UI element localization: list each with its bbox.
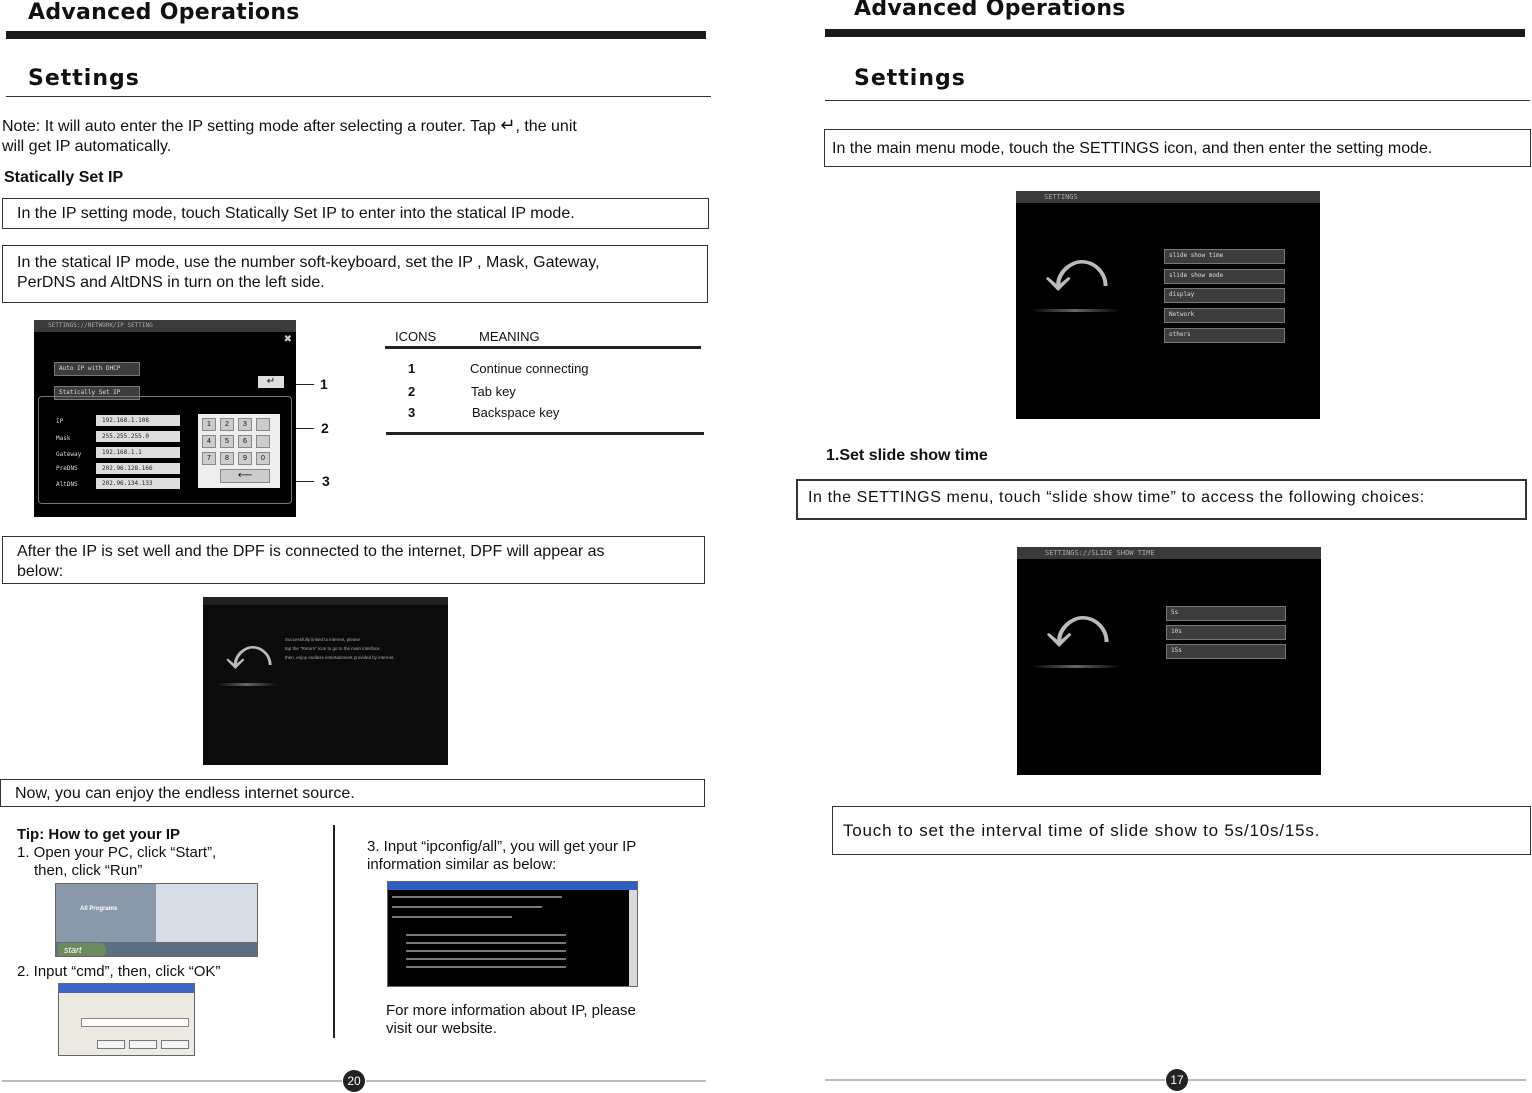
instruction-box-3-line1: After the IP is set well and the DPF is connected to the internet, DPF will appear as <box>17 543 605 560</box>
soft-keyboard <box>198 414 280 488</box>
table-row-icon-3: 3 <box>408 405 416 420</box>
start-menu-screenshot <box>55 883 258 957</box>
cmd-text-line <box>392 896 562 898</box>
return-icon-shadow <box>1031 665 1121 668</box>
instruction-box-3 <box>2 536 705 584</box>
right-instruction-box-1-text: In the main menu mode, touch the SETTINGS icon, and then enter the setting mode. <box>832 140 1433 157</box>
key-5[interactable]: 5 <box>220 435 234 448</box>
slide-show-time-screen <box>1017 547 1321 775</box>
right-footer-line <box>1188 1079 1526 1081</box>
cmd-text-line <box>406 950 566 952</box>
run-cancel-button[interactable] <box>129 1040 157 1049</box>
table-header-meaning: MEANING <box>479 329 540 344</box>
continue-connecting-icon[interactable]: ↵ <box>258 376 284 388</box>
ip-field[interactable]: 192.168.1.108 <box>96 415 180 426</box>
predns-field[interactable]: 202.96.128.166 <box>96 463 180 474</box>
connected-message <box>285 635 395 662</box>
run-dialog-titlebar <box>59 984 195 993</box>
right-header-title: Advanced Operations <box>854 0 1126 21</box>
return-icon[interactable]: ⤺ <box>1044 237 1109 304</box>
return-icon-shadow <box>1030 309 1120 312</box>
left-footer-line <box>2 1080 342 1082</box>
table-row-meaning-1: Continue connecting <box>470 361 589 376</box>
connected-screen-titlebar <box>203 597 448 605</box>
connected-line-2: tap the "Return" icon to go to the main interface, <box>285 646 381 651</box>
connected-line-1: Successfully linked to internet, please <box>285 637 361 642</box>
close-icon[interactable]: ✖ <box>283 334 292 345</box>
cmd-scrollbar[interactable] <box>629 890 637 987</box>
return-icon[interactable]: ⤺ <box>1045 593 1110 660</box>
left-footer-line <box>366 1080 706 1082</box>
callout-line-3 <box>296 481 314 482</box>
connected-line-3: then, enjoy endless entertainment provided by internet. <box>285 655 395 660</box>
callout-number-1: 1 <box>320 376 328 392</box>
option-10s[interactable]: 10s <box>1166 625 1286 640</box>
mask-field[interactable]: 255.255.255.0 <box>96 431 180 442</box>
right-instruction-box-1 <box>824 129 1531 167</box>
menu-network[interactable]: Network <box>1164 308 1285 323</box>
altdns-label: AltDNS <box>56 481 78 488</box>
right-section-title: Settings <box>854 66 966 91</box>
instruction-box-1-text: In the IP setting mode, touch Statically Set IP to enter into the statical IP mode. <box>17 205 575 222</box>
left-page-number: 20 <box>343 1070 365 1092</box>
slide-screen-title: SETTINGS://SLIDE SHOW TIME <box>1017 547 1321 559</box>
key-3[interactable]: 3 <box>238 418 252 431</box>
ip-label: IP <box>56 418 64 425</box>
tip-step3-line2: information similar as below: <box>367 856 557 873</box>
instruction-box-4-text: Now, you can enjoy the endless internet source. <box>15 785 355 802</box>
gateway-field[interactable]: 192.168.1.1 <box>96 447 180 458</box>
cmd-text-line <box>406 942 566 944</box>
key-0[interactable]: 0 <box>256 452 270 465</box>
menu-others[interactable]: others <box>1164 328 1285 343</box>
key-7[interactable]: 7 <box>202 452 216 465</box>
run-dialog-screenshot <box>58 983 195 1056</box>
tip-heading: Tip: How to get your IP <box>17 826 181 843</box>
ip-screen-title: SETTINGS://NETWORK/IP SETTING <box>34 320 296 332</box>
note-line1-end: , the unit <box>515 118 577 135</box>
right-instruction-box-2-text: In the SETTINGS menu, touch “slide show time” to access the following choices: <box>808 489 1425 506</box>
key-4[interactable]: 4 <box>202 435 216 448</box>
instruction-box-2-line2: PerDNS and AltDNS in turn on the left side. <box>17 274 325 291</box>
left-header-rule <box>6 31 706 39</box>
right-instruction-box-3 <box>832 806 1531 855</box>
more-info-text <box>386 1002 636 1038</box>
enter-icon: ↵ <box>500 115 516 135</box>
tip-step1-line1: 1. Open your PC, click “Start”, <box>17 844 217 861</box>
cmd-text-line <box>392 916 512 918</box>
table-row-icon-1: 1 <box>408 361 416 376</box>
table-header-icons: ICONS <box>395 329 437 344</box>
key-6[interactable]: 6 <box>238 435 252 448</box>
run-input[interactable] <box>81 1018 189 1027</box>
right-section-rule <box>825 100 1530 101</box>
tab-key[interactable] <box>256 418 270 431</box>
start-menu-left-pane <box>56 884 156 942</box>
statically-heading: Statically Set IP <box>4 169 124 186</box>
option-15s[interactable]: 15s <box>1166 644 1286 659</box>
tip-step3-line1: 3. Input “ipconfig/all”, you will get your IP <box>367 838 637 855</box>
note-line2: will get IP automatically. <box>2 138 172 155</box>
table-row-meaning-3: Backspace key <box>472 405 560 420</box>
key-9[interactable]: 9 <box>238 452 252 465</box>
left-section-rule <box>6 96 711 97</box>
table-top-rule <box>385 346 701 349</box>
callout-number-2: 2 <box>321 420 329 436</box>
instruction-box-2-line1: In the statical IP mode, use the number soft-keyboard, set the IP , Mask, Gateway, <box>17 254 600 271</box>
auto-ip-button[interactable]: Auto IP with DHCP <box>54 362 140 376</box>
command-prompt-screenshot <box>387 881 638 987</box>
more-info-line2: visit our website. <box>386 1020 497 1037</box>
callout-number-3: 3 <box>322 473 330 489</box>
tip-step1-line2: then, click “Run” <box>34 862 143 879</box>
ip-setting-screen <box>34 320 296 517</box>
instruction-box-2 <box>2 245 708 303</box>
tip-column-divider <box>333 825 335 1038</box>
all-programs-item[interactable]: All Programs <box>80 906 118 912</box>
right-instruction-box-2 <box>796 479 1527 520</box>
menu-slide-show-time[interactable]: slide show time <box>1164 249 1285 264</box>
cmd-text-line <box>406 958 566 960</box>
right-page-number: 17 <box>1166 1069 1188 1091</box>
instruction-box-1 <box>2 198 709 229</box>
table-row-meaning-2: Tab key <box>471 384 516 399</box>
instruction-box-4 <box>0 779 705 807</box>
key-dot[interactable] <box>256 435 270 448</box>
subsection-title: 1.Set slide show time <box>826 447 988 464</box>
note-line1: Note: It will auto enter the IP setting mode after selecting a router. Tap <box>2 118 501 135</box>
return-icon[interactable]: ⤺ <box>225 630 273 679</box>
key-1[interactable]: 1 <box>202 418 216 431</box>
callout-line-2 <box>296 428 314 429</box>
tip-column-right <box>367 838 697 874</box>
menu-display[interactable]: display <box>1164 288 1285 303</box>
mask-label: Mask <box>56 435 71 442</box>
left-header-title: Advanced Operations <box>28 0 300 25</box>
tip-column-left <box>17 826 317 880</box>
tip-step2: 2. Input “cmd”, then, click “OK” <box>17 963 221 980</box>
start-button[interactable]: start <box>58 943 106 957</box>
altdns-field[interactable]: 202.96.134.133 <box>96 478 180 489</box>
option-5s[interactable]: 5s <box>1166 606 1286 621</box>
right-header-rule <box>825 29 1525 37</box>
connected-screen <box>203 597 448 765</box>
run-browse-button[interactable] <box>161 1040 189 1049</box>
menu-slide-show-mode[interactable]: slide show mode <box>1164 269 1285 284</box>
cmd-titlebar <box>388 882 638 890</box>
gateway-label: Gateway <box>56 451 82 458</box>
cmd-text-line <box>406 934 566 936</box>
more-info-line1: For more information about IP, please <box>386 1002 636 1019</box>
right-instruction-box-3-text: Touch to set the interval time of slide show to 5s/10s/15s. <box>843 821 1321 840</box>
right-footer-line <box>825 1079 1165 1081</box>
settings-screen-title: SETTINGS <box>1016 191 1320 203</box>
note-text <box>2 115 682 157</box>
run-ok-button[interactable] <box>97 1040 125 1049</box>
settings-screen <box>1016 191 1320 419</box>
left-section-title: Settings <box>28 66 140 91</box>
callout-line-1 <box>296 384 314 385</box>
statically-set-ip-button[interactable]: Statically Set IP <box>54 386 140 400</box>
key-2[interactable]: 2 <box>220 418 234 431</box>
cmd-text-line <box>406 966 566 968</box>
backspace-key-icon[interactable]: ⟵ <box>220 469 270 483</box>
table-row-icon-2: 2 <box>408 384 416 399</box>
key-8[interactable]: 8 <box>220 452 234 465</box>
cmd-text-line <box>392 906 542 908</box>
return-icon-shadow <box>217 683 277 686</box>
predns-label: PreDNS <box>56 465 78 472</box>
table-bottom-rule <box>386 432 704 435</box>
instruction-box-3-line2: below: <box>17 563 64 580</box>
